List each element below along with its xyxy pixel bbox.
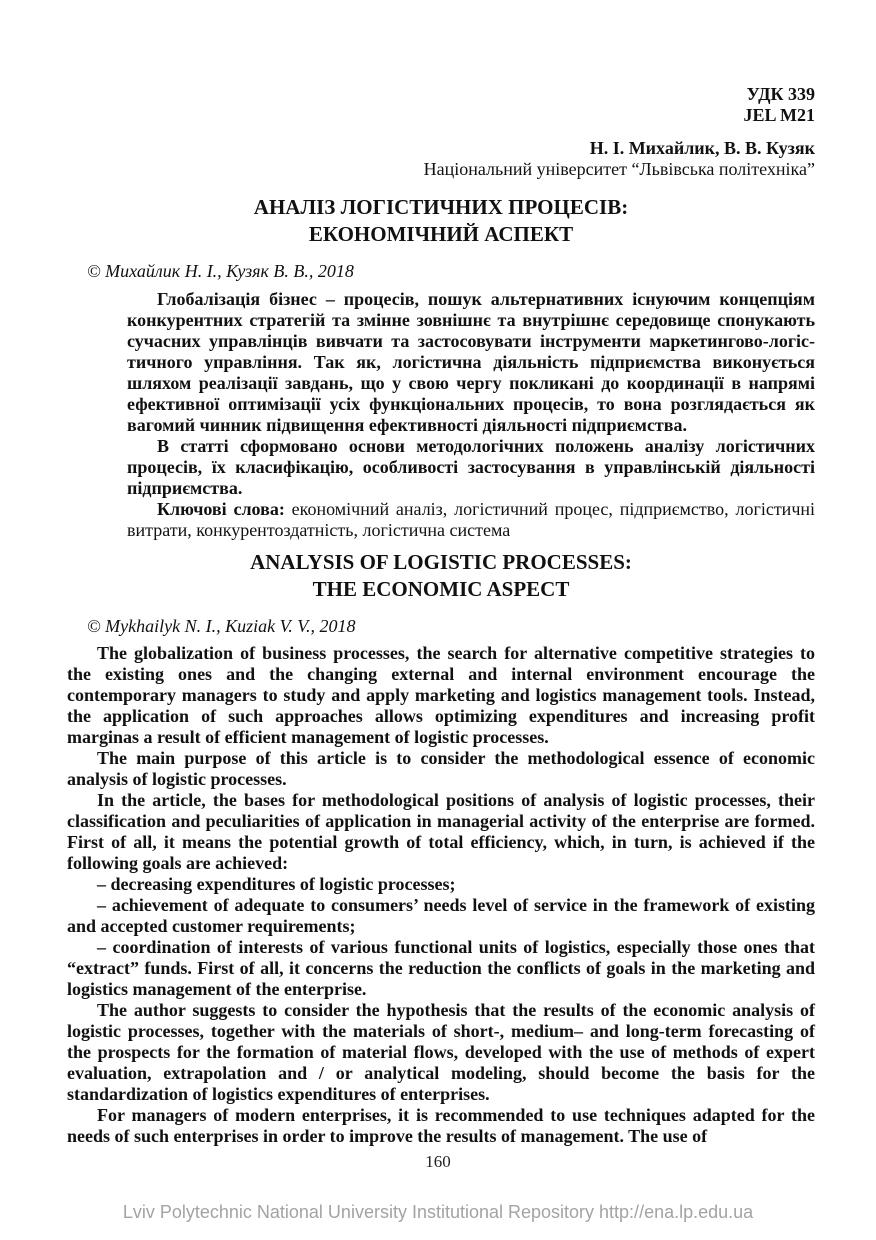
abstract-en bbox=[67, 643, 815, 1147]
abstract-ua-paragraph: Глобалізація бізнес – процесів, пошук альтернативних існуючим концепціям конкурентних стратегій та змінне зовнішнє та внутрішнє середовище спонукають сучасних управлінців вивчати та застосовувати інструменти маркетингово-логіс-тичного управління. Так як, логістична діяльність підприємства виконується шляхом реалізації завдань, що у свою чергу покликані до координації в напрямі ефективної оптимізації усіх функціональних процесів, то вона розглядається як вагомий чинник підвищення ефективності діяльності підприємства. bbox=[127, 289, 815, 435]
jel-code: JEL M21 bbox=[743, 105, 815, 125]
body-en-bullet: – decreasing expenditures of logistic processes; bbox=[97, 874, 456, 894]
body-en-paragraph: The author suggests to consider the hypothesis that the results of the economic analysis of logistic processes, together with the materials of short-, medium– and long-term forecasting of the prospects for the formation of material flows, developed with the use of methods of expert evaluation, extrapolation and / or analytical modeling, should become the basis for the standardization of logistics expenditures of enterprises. bbox=[67, 1000, 815, 1104]
title-ua-line1: АНАЛІЗ ЛОГІСТИЧНИХ ПРОЦЕСІВ: bbox=[253, 195, 629, 219]
abstract-ua bbox=[67, 289, 815, 499]
title-ua-line2: ЕКОНОМІЧНИЙ АСПЕКТ bbox=[308, 222, 574, 246]
abstract-ua-paragraph: В статті сформовано основи методологічних положень аналізу логістичних процесів, їх класифікацію, особливості застосування в управлінській діяльності підприємства. bbox=[127, 436, 815, 498]
classification-codes bbox=[67, 84, 815, 126]
keywords-ua bbox=[127, 499, 815, 541]
repository-watermark: Lviv Polytechnic National University Institutional Repository http://ena.lp.edu.ua bbox=[122, 1202, 754, 1222]
authors-line: Н. І. Михайлик, В. В. Кузяк bbox=[589, 138, 815, 158]
body-en-paragraph: The main purpose of this article is to consider the methodological essence of economic analysis of logistic processes. bbox=[67, 748, 815, 789]
body-en-paragraph: The globalization of business processes, the search for alternative competitive strategies to the existing ones and the changing external and internal environment encourage the contemporary managers to study and apply marketing and logistics management tools. Instead, the application of such approaches allows optimizing expenditures and increasing profit marginas a result of efficient management of logistic processes. bbox=[67, 643, 815, 747]
title-en bbox=[67, 549, 815, 603]
body-en-paragraph: In the article, the bases for methodological positions of analysis of logistic processes, their classification and peculiarities of application in managerial activity of the enterprise are formed. First of all, it means the potential growth of total efficiency, which, in turn, is achieved if the following goals are achieved: bbox=[67, 790, 815, 873]
affiliation-line: Національний університет “Львівська політехніка” bbox=[423, 159, 815, 179]
body-en-bullet: – coordination of interests of various functional units of logistics, especially those ones that “extract” funds. First of all, it concerns the reduction the conflicts of goals in the marketing and logistics management of the enterprise. bbox=[67, 937, 815, 999]
title-ua bbox=[67, 194, 815, 248]
copyright-en: © Mykhailyk N. I., Kuziak V. V., 2018 bbox=[87, 616, 356, 636]
title-en-line2: THE ECONOMIC ASPECT bbox=[312, 577, 570, 601]
title-en-line1: ANALYSIS OF LOGISTIC PROCESSES: bbox=[250, 550, 632, 574]
body-en-bullet: – achievement of adequate to consumers’ needs level of service in the framework of existing and accepted customer requirements; bbox=[67, 895, 815, 936]
body-en-paragraph: For managers of modern enterprises, it is recommended to use techniques adapted for the needs of such enterprises in order to improve the results of management. The use of bbox=[67, 1105, 815, 1146]
keywords-label: Ключові слова: bbox=[157, 499, 285, 519]
page-number: 160 bbox=[425, 1152, 451, 1171]
keywords-text: економічний аналіз, логістичний процес, підприємство, логістичні витрати, конкурентоздатність, логістична система bbox=[127, 499, 816, 540]
udc-code: УДК 339 bbox=[746, 84, 815, 104]
copyright-ua: © Михайлик Н. І., Кузяк В. В., 2018 bbox=[87, 261, 354, 281]
